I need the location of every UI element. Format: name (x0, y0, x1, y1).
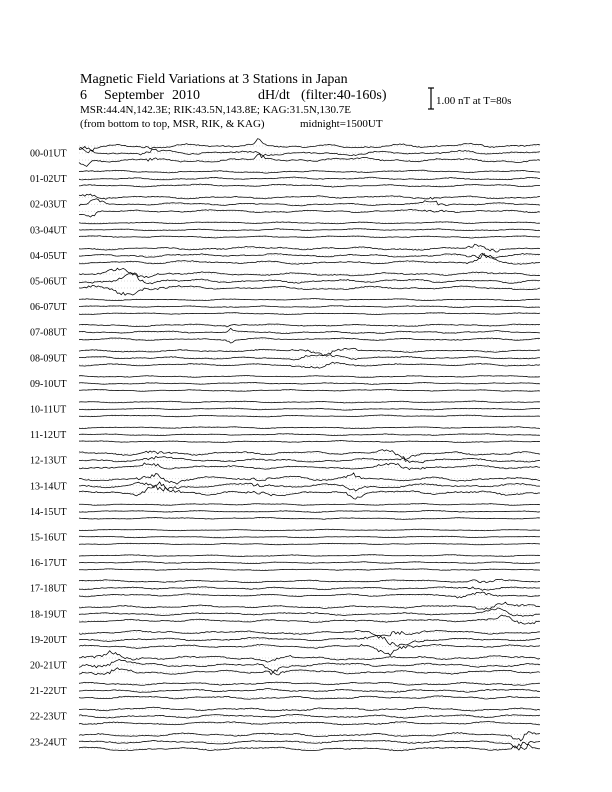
trace-rik (79, 273, 540, 284)
trace-msr (79, 569, 540, 571)
row-label: 17-18UT (30, 583, 67, 595)
trace-rik (79, 355, 540, 360)
trace-kag (79, 450, 540, 460)
row-label: 19-20UT (30, 634, 67, 646)
trace-kag (79, 348, 540, 355)
trace-msr (79, 209, 540, 217)
row-14-15ut (30, 504, 540, 520)
row-label: 08-09UT (30, 353, 67, 365)
row-label: 16-17UT (30, 558, 67, 570)
trace-msr (79, 441, 540, 443)
trace-rik (79, 659, 540, 672)
trace-kag (79, 324, 540, 327)
trace-kag (79, 222, 540, 224)
trace-kag (79, 427, 540, 429)
trace-kag (79, 651, 540, 662)
trace-msr (79, 415, 540, 417)
date-year: 2010 (172, 88, 200, 103)
row-03-04ut (30, 222, 540, 238)
row-12-13ut (30, 450, 540, 470)
scale-bar (428, 88, 434, 109)
row-label: 06-07UT (30, 302, 67, 314)
trace-kag (79, 473, 540, 484)
chart-title: Magnetic Field Variations at 3 Stations in Japan (80, 72, 348, 87)
trace-msr (79, 362, 540, 368)
row-label: 18-19UT (30, 609, 67, 621)
row-21-22ut (30, 682, 540, 699)
row-label: 11-12UT (30, 430, 67, 442)
row-label: 22-23UT (30, 711, 67, 723)
row-20-21ut (30, 651, 540, 675)
station-coordinates: MSR:44.4N,142.3E; RIK:43.5N,143.8E; KAG:31.5N,130.7E (80, 104, 352, 116)
row-09-10ut (30, 376, 540, 392)
trace-msr (79, 592, 540, 598)
trace-kag (79, 299, 540, 301)
trace-rik (79, 199, 540, 206)
row-06-07ut (30, 299, 540, 315)
row-02-03ut (30, 194, 540, 217)
row-13-14ut (30, 473, 540, 499)
row-label: 12-13UT (30, 455, 67, 467)
row-22-23ut (30, 707, 540, 725)
trace-kag (79, 579, 540, 583)
trace-msr (79, 285, 540, 295)
trace-rik (79, 328, 540, 333)
trace-rik (79, 147, 540, 156)
trace-msr (79, 338, 540, 343)
row-label: 14-15UT (30, 506, 67, 518)
trace-kag (79, 244, 540, 252)
row-label: 05-06UT (30, 276, 67, 288)
trace-kag (79, 602, 540, 609)
row-23-24ut (30, 732, 540, 751)
trace-rik (79, 536, 540, 538)
row-label: 13-14UT (30, 481, 67, 493)
row-11-12ut (30, 427, 540, 443)
trace-rik (79, 177, 540, 180)
row-19-20ut (30, 630, 540, 655)
row-18-19ut (30, 602, 540, 624)
row-label: 20-21UT (30, 660, 67, 672)
row-16-17ut (30, 555, 540, 571)
row-15-16ut (30, 529, 540, 545)
trace-msr (79, 463, 540, 470)
trace-msr (79, 668, 540, 675)
row-label: 07-08UT (30, 327, 67, 339)
row-label: 15-16UT (30, 532, 67, 544)
trace-kag (79, 401, 540, 403)
trace-msr (79, 543, 540, 545)
row-00-01ut (30, 139, 540, 167)
trace-rik (79, 482, 540, 491)
trace-kag (79, 732, 540, 741)
row-07-08ut (30, 324, 540, 343)
row-04-05ut (30, 244, 540, 264)
date-day: 6 (80, 88, 87, 103)
trace-msr (79, 615, 540, 624)
row-label: 01-02UT (30, 174, 67, 186)
measure-label: dH/dt (258, 88, 290, 103)
trace-kag (79, 630, 540, 636)
row-label: 21-22UT (30, 686, 67, 698)
scale-bar-label: 1.00 nT at T=80s (436, 95, 512, 107)
row-label: 10-11UT (30, 404, 67, 416)
trace-rik (79, 253, 540, 258)
trace-rik (79, 456, 540, 462)
trace-kag (79, 268, 540, 277)
trace-order-note: (from bottom to top, MSR, RIK, & KAG) (80, 118, 265, 130)
row-05-06ut (30, 268, 540, 295)
trace-rik (79, 636, 540, 647)
date-month: September (104, 88, 164, 103)
row-label: 02-03UT (30, 199, 67, 211)
trace-rik (79, 608, 540, 616)
trace-kag (79, 194, 540, 199)
trace-msr (79, 742, 540, 751)
trace-rik (79, 510, 540, 512)
row-17-18ut (30, 579, 540, 598)
trace-msr (79, 644, 540, 655)
filter-label: (filter:40-160s) (301, 88, 387, 103)
row-label: 09-10UT (30, 378, 67, 390)
midnight-note: midnight=1500UT (300, 118, 383, 130)
row-01-02ut (30, 170, 540, 187)
trace-msr (79, 236, 540, 238)
row-label: 03-04UT (30, 225, 67, 237)
row-10-11ut (30, 401, 540, 417)
trace-kag (79, 504, 540, 506)
trace-msr (79, 254, 540, 265)
row-08-09ut (30, 348, 540, 368)
row-label: 23-24UT (30, 737, 67, 749)
row-label: 04-05UT (30, 250, 67, 262)
trace-rik (79, 587, 540, 591)
trace-rik (79, 434, 540, 436)
row-label: 00-01UT (30, 148, 67, 160)
trace-kag (79, 139, 540, 153)
